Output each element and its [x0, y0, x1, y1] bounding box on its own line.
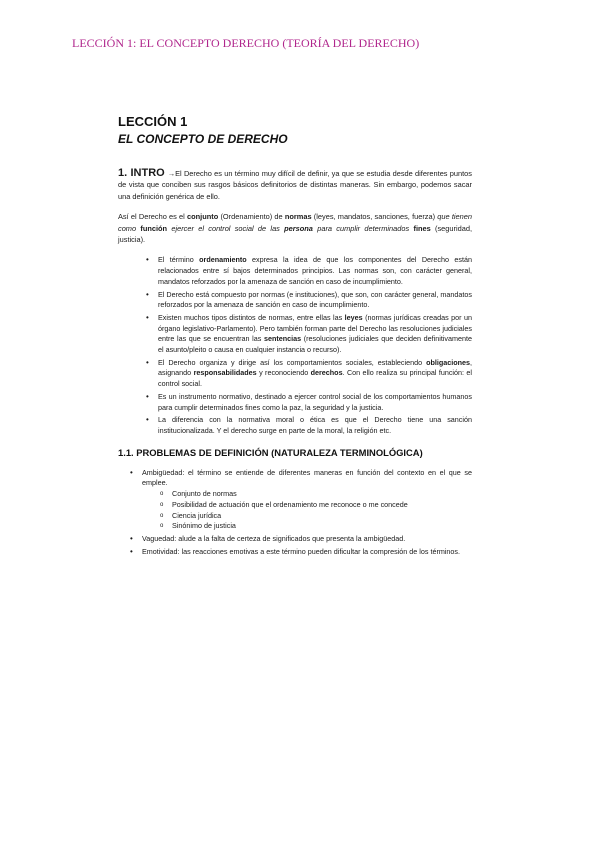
bullet-bold: leyes [344, 312, 363, 322]
bullet-bold: ordenamiento [199, 255, 247, 265]
definition-italic: que tienen como [118, 212, 472, 233]
sublist-item: o Conjunto de normas [172, 489, 472, 500]
list-item [158, 255, 472, 287]
list-item: • Vaguedad: alude a la falta de certeza de significados que presenta la ambigüedad. [142, 534, 472, 545]
arrow-icon: → [167, 169, 176, 178]
sublist-item: o Sinónimo de justicia [172, 521, 472, 532]
definition-paragraph [118, 211, 472, 245]
lesson-title: LECCIÓN 1 [118, 114, 188, 129]
concept-bullet-list [118, 255, 472, 436]
definition-bold: persona [284, 223, 313, 233]
bullet-text: y reconociendo [256, 368, 311, 378]
definition-bold: conjunto [187, 212, 219, 222]
sublist-item: o Posibilidad de actuación que el ordenamiento me reconoce o me concede [172, 500, 472, 511]
list-item [158, 313, 472, 356]
list-item [142, 468, 472, 532]
definition-problems-list [118, 468, 472, 558]
bullet-text: El Derecho organiza y dirige así los comportamientos sociales, estableciendo [158, 357, 427, 367]
bullet-text: (normas jurídicas creadas por un órgano legislativo-Parlamento). Pero también forman parte del Derecho las resoluciones judiciales entre las que se encuentran las [158, 312, 473, 344]
bullet-text: Existen muchos tipos distintos de normas, entre ellas las [158, 312, 345, 322]
bullet-text: La diferencia con la normativa moral o ética es que el Derecho tiene una sanción institucionalizada. Y el derecho surge en parte de la moral, la religión etc. [158, 415, 472, 435]
ambiguedad-sublist [142, 489, 472, 532]
lesson-subtitle: EL CONCEPTO DE DERECHO [118, 132, 288, 146]
bullet-text: expresa la idea de que los componentes del Derecho están relacionados entre sí bajos determinados principios. Las normas son, con carácter general, mandatos reforzados por la amenaza de sanción en caso de incumplimiento. [158, 255, 472, 286]
bullet-text: El Derecho está compuesto por normas (e instituciones), que son, con carácter general, mandatos reforzados por la amenaza de sanción en caso de incumplimiento. [158, 289, 472, 310]
section-heading: 1.1. PROBLEMAS DE DEFINICIÓN (NATURALEZA TERMINOLÓGICA) [118, 446, 423, 458]
bullet-text: . Con ello realiza su principal función: el control social. [158, 368, 472, 389]
bullet-bold: derechos [310, 368, 343, 378]
definition-bold: función [140, 223, 168, 233]
definition-text: (Ordenamiento) de [218, 212, 285, 222]
list-item [158, 392, 472, 413]
list-item [158, 415, 472, 436]
bullet-bold: obligaciones [426, 357, 470, 367]
definition-bold: fines [413, 223, 431, 233]
document-body [118, 114, 472, 559]
definition-text: (seguridad, justicia). [118, 223, 472, 245]
bullet-text: Es un instrumento normativo, destinado a ejercer control social de los comportamientos humanos para cumplir determinados fines como la paz, la seguridad y la justicia. [158, 391, 472, 412]
intro-paragraph [118, 168, 472, 202]
bullet-bold: responsabilidades [193, 368, 257, 378]
definition-italic: ejercer el control social de las [167, 223, 285, 233]
bullet-text: (resoluciones judiciales que deciden definitivamente el asunto/pleito o causa en cualquier instancia o recurso). [158, 334, 472, 355]
definition-bold: normas [284, 212, 312, 222]
bullet-text: , asignando [158, 357, 472, 378]
bullet-bold: sentencias [263, 334, 302, 344]
list-item [158, 290, 472, 311]
ambiguedad-text: Ambigüedad: el término se entiende de diferentes maneras en función del contexto en el que se emplee. [142, 467, 472, 488]
definition-text: Así el Derecho es el [118, 212, 188, 222]
intro-text: El Derecho es un término muy difícil de definir, ya que se estudia desde diferentes puntos de vista que conciben sus rasgos básicos definitorios de distintas maneras. Sin embargo, podemos sacar una definición genérica de ello. [118, 169, 472, 201]
definition-italic: para cumplir determinados [312, 223, 414, 233]
list-item: • Emotividad: las reacciones emotivas a este término pueden dificultar la compresión de los términos. [142, 547, 472, 558]
running-header: LECCIÓN 1: EL CONCEPTO DERECHO (TEORÍA DEL DERECHO) [72, 36, 420, 50]
list-item [158, 358, 472, 390]
intro-heading: 1. INTRO [118, 167, 165, 179]
bullet-text: El término [158, 255, 200, 265]
sublist-item: o Ciencia jurídica [172, 511, 472, 522]
definition-text: (leyes, mandatos, sanciones, fuerza) [311, 212, 438, 222]
